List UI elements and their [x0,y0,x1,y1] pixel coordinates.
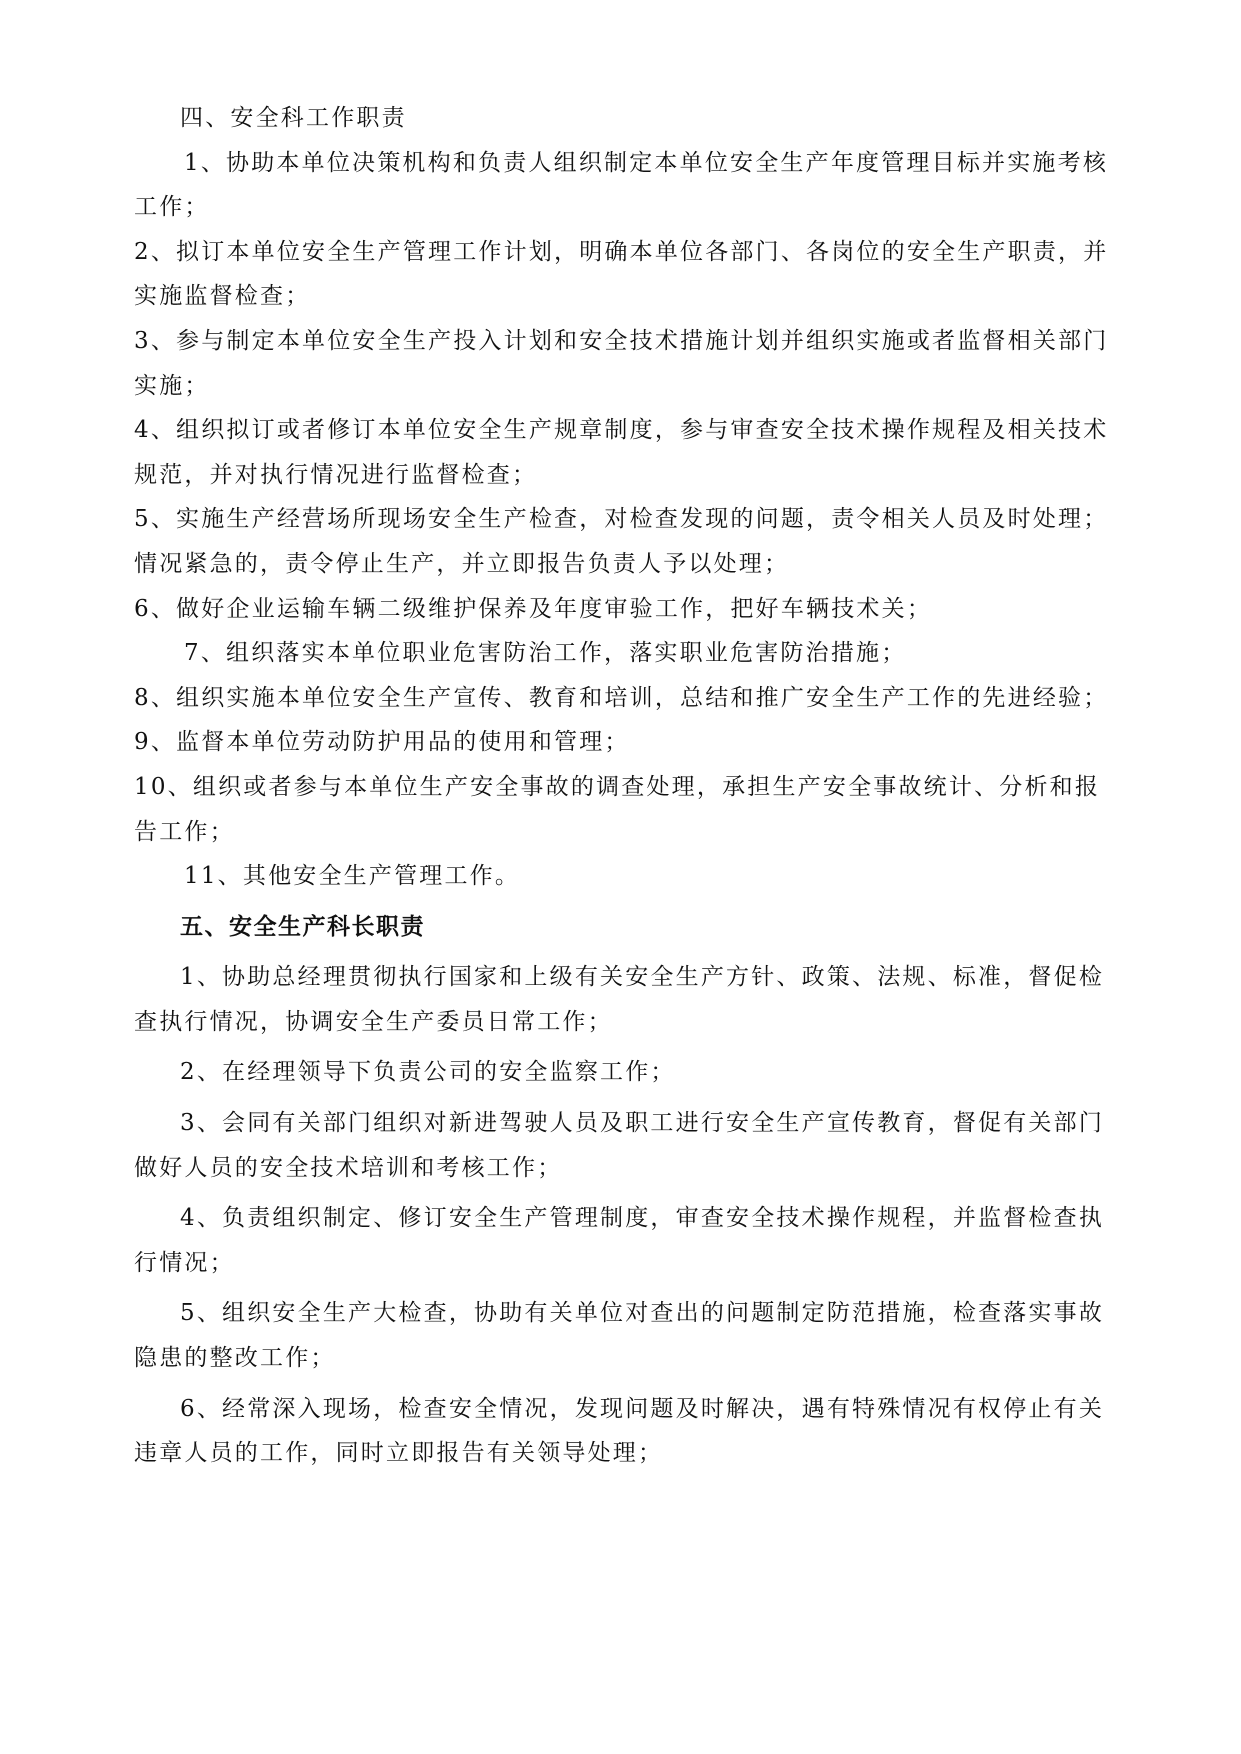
section-5-item-6: 6、经常深入现场，检查安全情况，发现问题及时解决，遇有特殊情况有权停止有关违章人员的工作，同时立即报告有关领导处理； [134,1395,1105,1467]
section-5-item-5: 5、组织安全生产大检查，协助有关单位对查出的问题制定防范措施，检查落实事故隐患的整改工作； [134,1300,1105,1372]
section-4-heading: 四、安全科工作职责 [180,105,407,131]
section-4-item-6: 6、做好企业运输车辆二级维护保养及年度审验工作，把好车辆技术关； [134,595,933,622]
section-4-item-4: 4、组织拟订或者修订本单位安全生产规章制度，参与审查安全技术操作规程及相关技术规范，并对执行情况进行监督检查； [134,417,1109,488]
section-4-item-2: 2、拟订本单位安全生产管理工作计划，明确本单位各部门、各岗位的安全生产职责，并实施监督检查； [134,238,1109,310]
section-5-item-2: 2、在经理领导下负责公司的安全监察工作； [180,1059,676,1086]
section-5-heading: 五、安全生产科长职责 [180,913,425,940]
section-4-item-8: 8、组织实施本单位安全生产宣传、教育和培训，总结和推广安全生产工作的先进经验； [134,684,1109,711]
section-4-item-3: 3、参与制定本单位安全生产投入计划和安全技术措施计划并组织实施或者监督相关部门实施； [134,327,1109,399]
section-4-item-11: 11、其他安全生产管理工作。 [184,863,521,890]
section-4-item-7: 7、组织落实本单位职业危害防治工作，落实职业危害防治措施； [184,640,907,667]
document-body [134,96,1119,1476]
section-4-item-10: 10、组织或者参与本单位生产安全事故的调查处理，承担生产安全事故统计、分析和报告工作； [134,773,1101,845]
section-4-item-5: 5、实施生产经营场所现场安全生产检查，对检查发现的问题，责令相关人员及时处理；情况紧急的，责令停止生产，并立即报告负责人予以处理； [134,506,1109,577]
section-5-item-4: 4、负责组织制定、修订安全生产管理制度，审查安全技术操作规程，并监督检查执行情况； [134,1205,1105,1276]
section-5-item-1: 1、协助总经理贯彻执行国家和上级有关安全生产方针、政策、法规、标准，督促检查执行情况，协调安全生产委员日常工作； [134,964,1105,1035]
section-5-item-3: 3、会同有关部门组织对新进驾驶人员及职工进行安全生产宣传教育，督促有关部门做好人员的安全技术培训和考核工作； [134,1110,1105,1181]
section-4-item-1: 1、协助本单位决策机构和负责人组织制定本单位安全生产年度管理目标并实施考核工作； [134,149,1109,221]
section-4-item-9: 9、监督本单位劳动防护用品的使用和管理； [134,729,630,756]
